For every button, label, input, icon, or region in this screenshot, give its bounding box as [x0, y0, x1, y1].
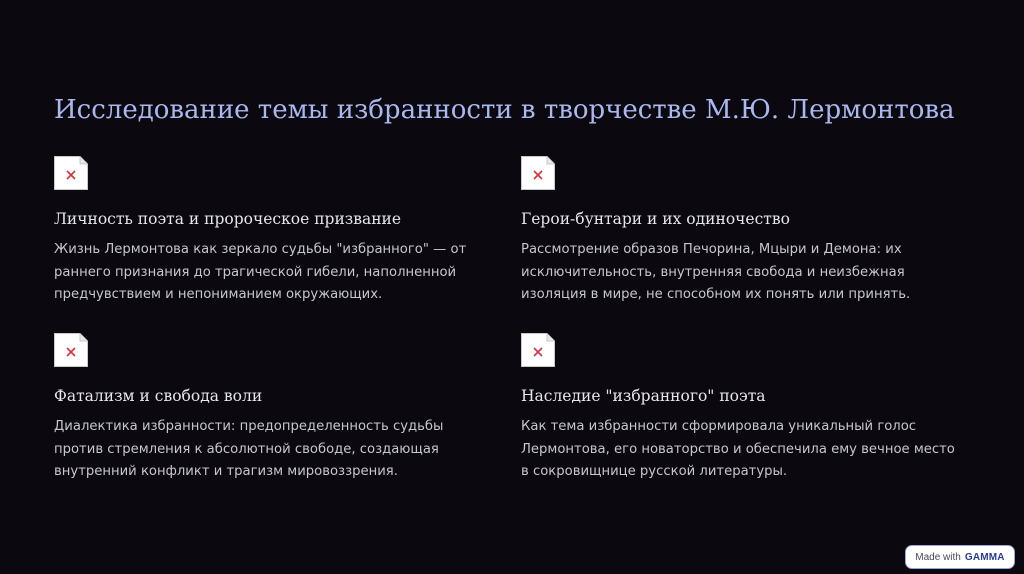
- card-title: Фатализм и свобода воли: [54, 387, 263, 405]
- broken-image-icon: [521, 333, 555, 367]
- broken-image-icon: [521, 156, 555, 190]
- broken-image-icon: [54, 156, 88, 190]
- card-title: Личность поэта и пророческое призвание: [54, 210, 402, 228]
- card-title: Герои-бунтари и их одиночество: [521, 210, 790, 228]
- card-description: Диалектика избранности: предопределенность судьбы против стремления к абсолютной свободе, создающая внутренний конфликт и трагизм мировоззрения.: [54, 419, 444, 479]
- broken-image-icon: [54, 333, 88, 367]
- card-title: Наследие "избранного" поэта: [521, 387, 766, 405]
- gamma-logo: GAMMA: [964, 551, 1005, 563]
- card-description: Как тема избранности сформировала уникальный голос Лермонтова, его новаторство и обеспечила ему вечное место в сокровищнице русской литературы.: [521, 419, 955, 479]
- card-description: Жизнь Лермонтова как зеркало судьбы "избранного" — от раннего признания до трагической гибели, наполненной предчувствием и непониманием окружающих.: [54, 242, 467, 302]
- slide-title: Исследование темы избранности в творчестве М.Ю. Лермонтова: [54, 95, 955, 125]
- made-with-label: Made with: [915, 551, 961, 563]
- card-description: Рассмотрение образов Печорина, Мцыри и Демона: их исключительность, внутренняя свобода и неизбежная изоляция в мире, не способном их понять или принять.: [521, 242, 911, 302]
- made-with-gamma-badge[interactable]: [905, 545, 1015, 569]
